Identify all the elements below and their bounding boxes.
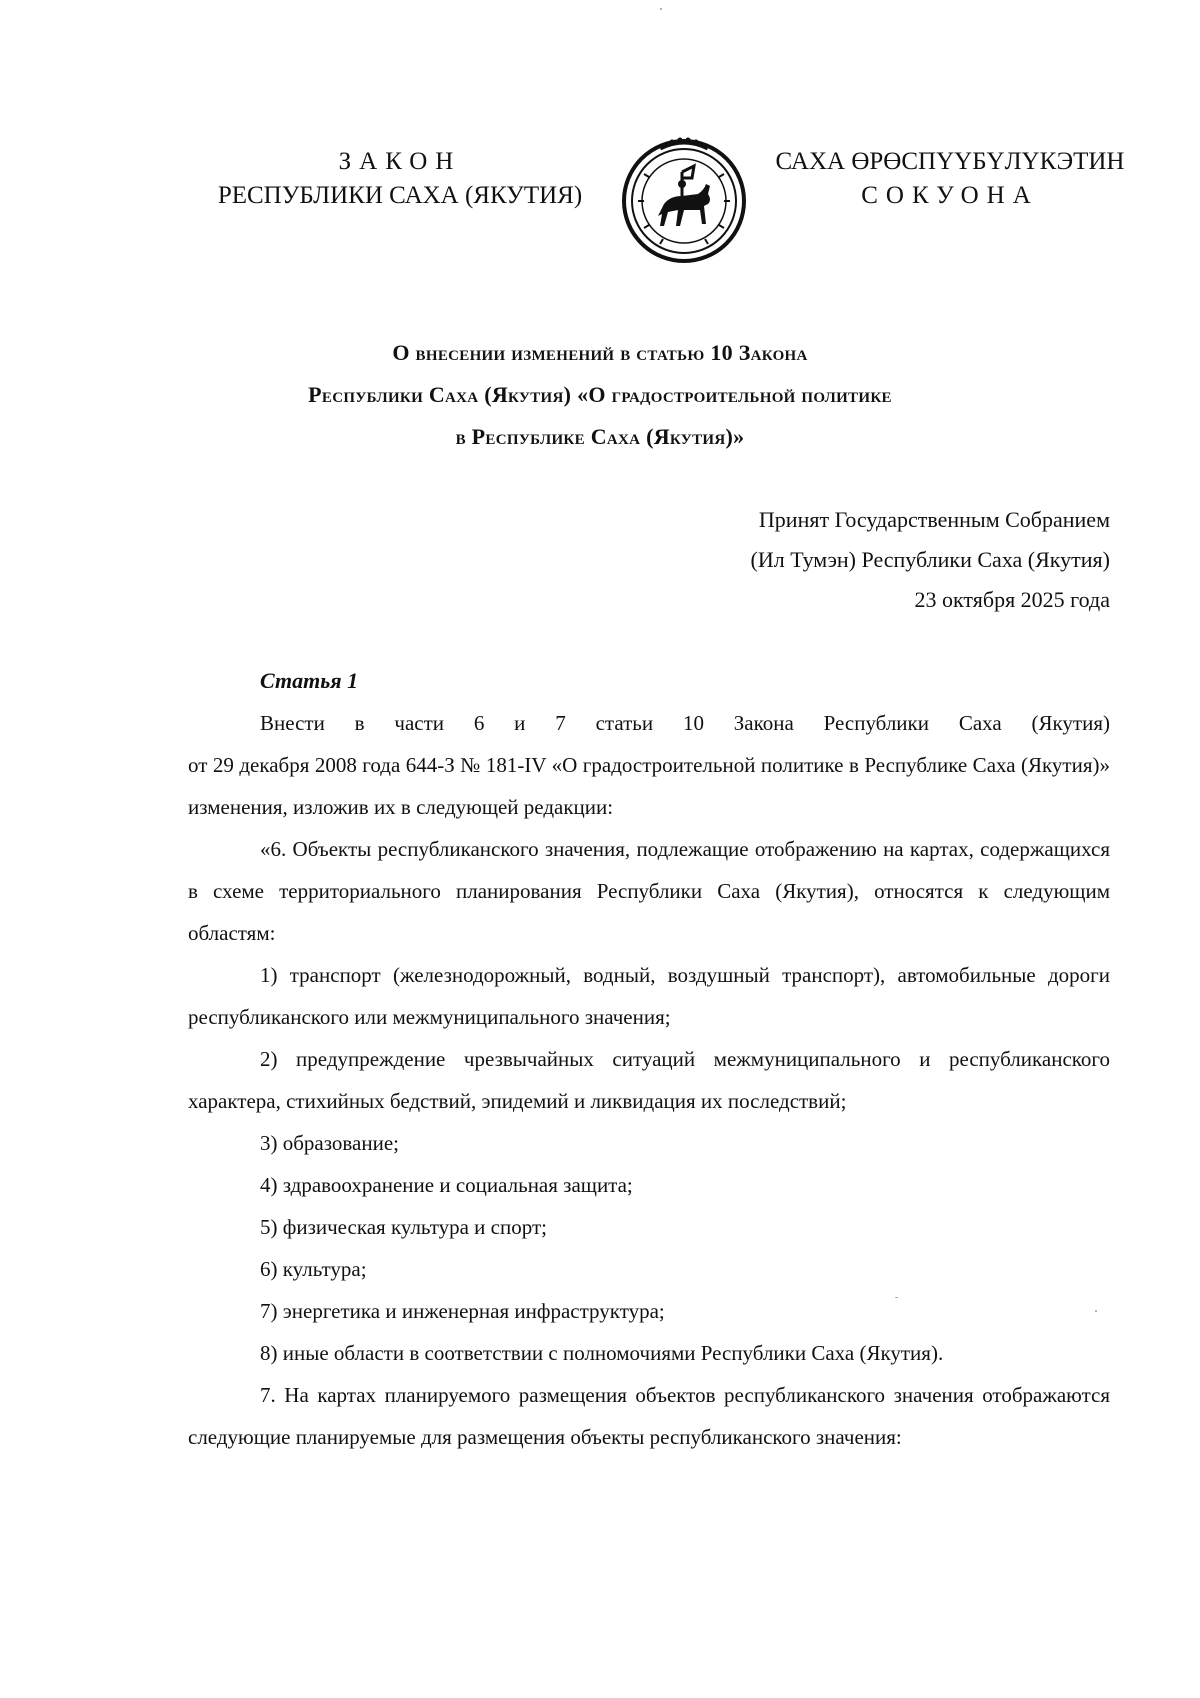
coat-of-arms-emblem-icon [620, 134, 748, 266]
article-body [188, 660, 1110, 1458]
adoption-date: 23 октября 2025 года [914, 587, 1110, 612]
document-title [200, 332, 1000, 458]
list-item: 8) иные области в соответствии с полномочиями Республики Саха (Якутия). [260, 1341, 944, 1365]
header-left-line2: РЕСПУБЛИКИ САХА (ЯКУТИЯ) [217, 182, 583, 209]
adoption-line1: Принят Государственным Собранием [758, 507, 1110, 532]
scan-speck [1095, 1310, 1097, 1312]
article-intro-rest: от 29 декабря 2008 года 644-З № 181-IV «О градостроительной политике в Республике Саха (Якутия)» изменения, изложив их в следующей редакции: [188, 753, 1110, 819]
title-line1: О внесении изменений в статью 10 Закона [392, 340, 808, 365]
title-line2: Республики Саха (Якутия) «О градостроительной политике [308, 382, 892, 407]
article-point-7: 7. На картах планируемого размещения объектов республиканского значения отображаются следующие планируемые для размещения объекты республиканского значения: [188, 1383, 1110, 1449]
article-heading: Статья 1 [260, 668, 359, 693]
header-right-line1: САХА ӨРӨСПҮҮБҮЛҮКЭТИН [775, 148, 1125, 175]
scan-speck [895, 1297, 898, 1298]
article-intro-line1: Внести в части 6 и 7 статьи 10 Закона Республики Саха (Якутия) [260, 711, 1110, 735]
list-item: 3) образование; [260, 1131, 400, 1155]
title-line3: в Республике Саха (Якутия)» [455, 424, 745, 449]
adoption-line2: (Ил Тумэн) Республики Саха (Якутия) [750, 547, 1110, 572]
list-item: 2) предупреждение чрезвычайных ситуаций межмуниципального и республиканского характера, стихийных бедствий, эпидемий и ликвидация их последствий; [188, 1047, 1110, 1113]
header-right-line2: СОКУОНА [861, 182, 1039, 209]
list-item: 4) здравоохранение и социальная защита; [260, 1173, 633, 1197]
list-item: 1) транспорт (железнодорожный, водный, воздушный транспорт), автомобильные дороги республиканского или межмуниципального значения; [188, 963, 1110, 1029]
adoption-block [510, 500, 1110, 620]
header-left-line1: ЗАКОН [338, 148, 462, 175]
article-point-6: «6. Объекты республиканского значения, подлежащие отображению на картах, содержащихся в схеме территориального планирования Республики Саха (Якутия), относятся к следующим областям: [188, 837, 1110, 945]
scan-speck [660, 8, 662, 10]
header-right [770, 145, 1130, 213]
header-left [200, 145, 600, 213]
list-item: 5) физическая культура и спорт; [260, 1215, 547, 1239]
list-item: 6) культура; [260, 1257, 367, 1281]
list-item: 7) энергетика и инженерная инфраструктура; [260, 1299, 665, 1323]
